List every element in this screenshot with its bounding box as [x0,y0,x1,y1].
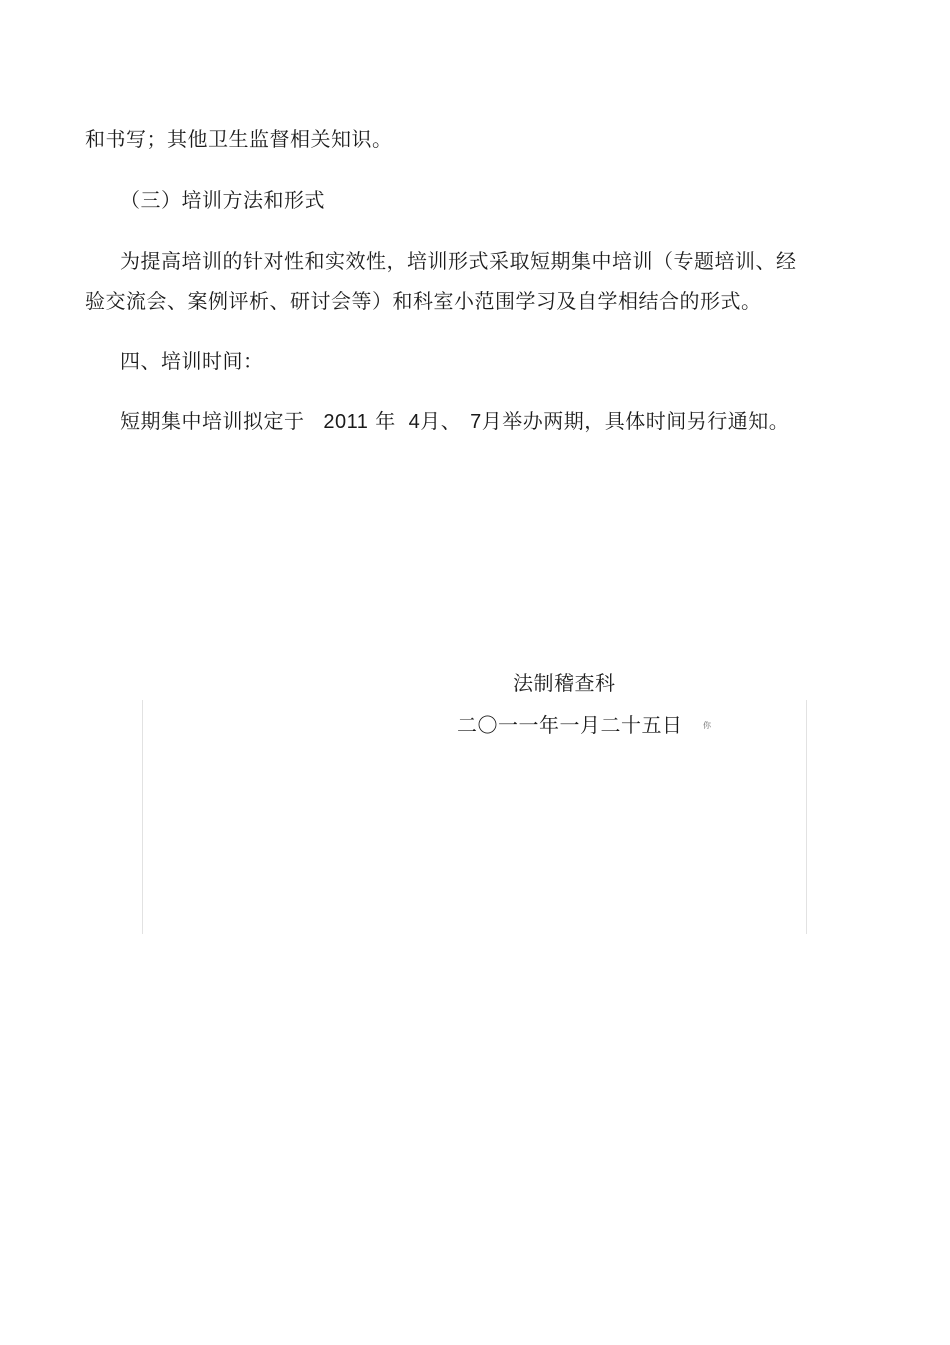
time-year: 2011 [323,411,369,433]
time-text-4: 月举办两期，具体时间另行通知。 [481,409,790,433]
time-text-1: 短期集中培训拟定于 [120,409,305,433]
time-month-1: 4 [408,411,421,433]
time-text-2: 年 [375,409,396,433]
time-month-2: 7 [470,411,482,433]
signature-organization: 法制稽查科 [513,671,616,695]
time-text-3: 月、 [420,409,462,433]
section-heading-time: 四、培训时间： [120,349,264,373]
signature-date: 二〇一一年一月二十五日 [457,713,683,737]
paragraph-time [120,407,789,436]
stray-mark: 你 [703,721,711,730]
paragraph-methods-line-2: 验交流会、案例评析、研讨会等）和科室小范围学习及自学相结合的形式。 [85,289,762,313]
frame-border-right [806,700,807,934]
paragraph-tail: 和书写；其他卫生监督相关知识。 [85,127,393,151]
paragraph-methods-line-1: 为提高培训的针对性和实效性，培训形式采取短期集中培训（专题培训、经 [120,249,797,273]
section-heading-methods: （三）培训方法和形式 [120,188,325,212]
frame-border-left [142,700,143,934]
